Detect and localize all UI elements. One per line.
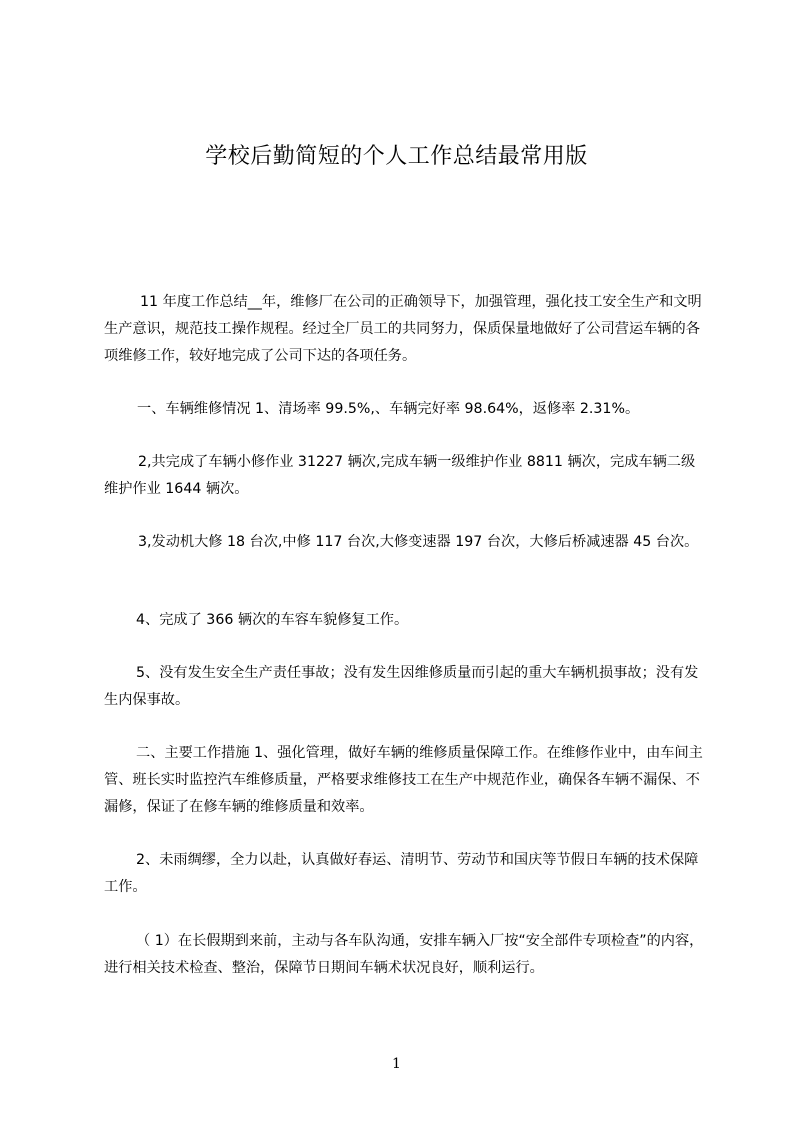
paragraph-appearance-repair: 4、完成了 366 辆次的车容车貌修复工作。 — [136, 612, 409, 628]
paragraph-annual-summary: 11 年度工作总结__年，维修厂在公司的正确领导下，加强管理，强化技工安全生产和文明生产意识，规范技工操作规程。经过全厂员工的共同努力，保质保量地做好了公司营运车辆的各项维修工作，较好地完成了公司下达的各项任务。 — [104, 294, 702, 364]
paragraph-holiday-support: 2、未雨绸缪，全力以赴，认真做好春运、清明节、劳动节和国庆等节假日车辆的技术保障工作。 — [104, 852, 699, 895]
paragraph-vehicle-repair-rates: 一、车辆维修情况 1、清场率 99.5%,、车辆完好率 98.64%，返修率 2.31%。 — [137, 401, 640, 417]
paragraph-maintenance-counts: 2,共完成了车辆小修作业 31227 辆次,完成车辆一级维护作业 8811 辆次，完成车辆二级维护作业 1644 辆次。 — [104, 454, 696, 497]
paragraph-engine-overhaul: 3,发动机大修 18 台次,中修 117 台次,大修变速器 197 台次，大修后桥减速器 45 台次。 — [138, 534, 699, 550]
document-title: 学校后勤简短的个人工作总结最常用版 — [205, 144, 588, 169]
paragraph-main-measures: 二、主要工作措施 1、强化管理，做好车辆的维修质量保障工作。在维修作业中，由车间主管、班长实时监控汽车维修质量，严格要求维修技工在生产中规范作业，确保各车辆不漏保、不漏修，保证了在修车辆的维修质量和效率。 — [104, 745, 703, 815]
paragraph-pre-holiday-inspection: （ 1）在长假期到来前，主动与各车队沟通，安排车辆入厂按“安全部件专项检查”的内容，进行相关技术检查、整治，保障节日期间车辆术状况良好，顺利运行。 — [104, 933, 704, 976]
page-number: 1 — [392, 1056, 401, 1072]
paragraph-safety-record: 5、没有发生安全生产责任事故；没有发生因维修质量而引起的重大车辆机损事故；没有发生内保事故。 — [104, 665, 699, 708]
